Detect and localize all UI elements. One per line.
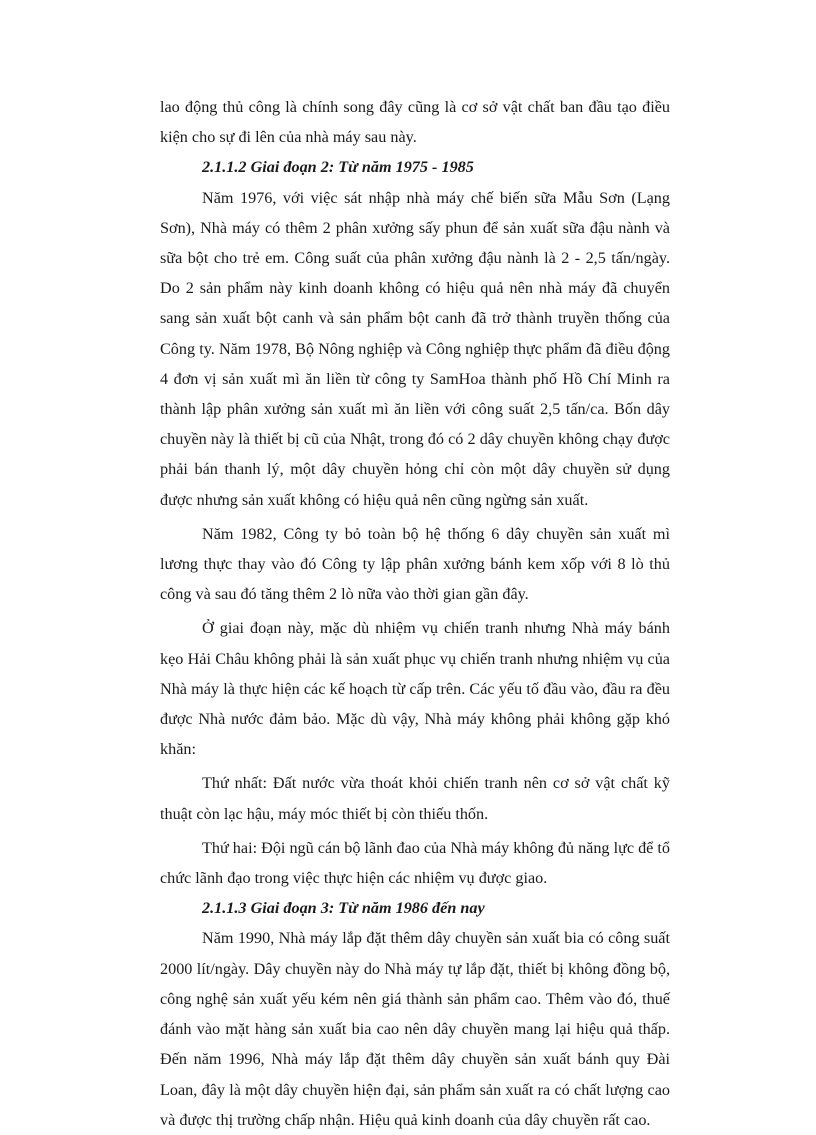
section-heading-2-1-1-3: 2.1.1.3 Giai đoạn 3: Từ năm 1986 đến nay: [202, 899, 485, 918]
paragraph-second-difficulty: Thứ hai: Đội ngũ cán bộ lãnh đao của Nhà máy không đủ năng lực để tổ chức lãnh đạo trong việc thực hiện các nhiệm vụ được giao.: [160, 838, 670, 888]
paragraph-1976: Năm 1976, với việc sát nhập nhà máy chế biến sữa Mẫu Sơn (Lạng Sơn), Nhà máy có thêm 2 phân xưởng sấy phun để sản xuất sữa đậu nành và sữa bột cho trẻ em. Công suất của phân xưởng đậu nành là 2 - 2,5 tấn/ngày. Do 2 sản phẩm này kinh doanh không có hiệu quả nên nhà máy đã chuyển sang sản xuất bột canh và sản phẩm bột canh đã trở thành truyền thống của Công ty. Năm 1978, Bộ Nông nghiệp và Công nghiệp thực phẩm đã điều động 4 đơn vị sản xuất mì ăn liền từ công ty SamHoa thành phố Hồ Chí Minh ra thành lập phân xưởng sản xuất mì ăn liền với công suất 2,5 tấn/ca. Bốn dây chuyền này là thiết bị cũ của Nhật, trong đó có 2 dây chuyền không chạy được phải bán thanh lý, một dây chuyền hỏng chỉ còn một dây chuyền sử dụng được nhưng sản xuất không có hiệu quả nên cũng ngừng sản xuất.: [160, 188, 670, 509]
section-heading-2-1-1-2: 2.1.1.2 Giai đoạn 2: Từ năm 1975 - 1985: [202, 158, 474, 177]
document-page: [160, 92, 670, 1135]
paragraph-continuation: lao động thủ công là chính song đây cũng là cơ sở vật chất ban đầu tạo điều kiện cho sự đi lên của nhà máy sau này.: [160, 98, 670, 147]
paragraph-stage-overview: Ở giai đoạn này, mặc dù nhiệm vụ chiến tranh nhưng Nhà máy bánh kẹo Hải Châu không phải là sản xuất phục vụ chiến tranh nhưng nhiệm vụ của Nhà máy là thực hiện các kế hoạch từ cấp trên. Các yếu tố đầu vào, đầu ra đều được Nhà nước đảm bảo. Mặc dù vậy, Nhà máy không phải không gặp khó khăn:: [160, 619, 670, 759]
paragraph-first-difficulty: Thứ nhất: Đất nước vừa thoát khỏi chiến tranh nên cơ sở vật chất kỹ thuật còn lạc hậu, máy móc thiết bị còn thiếu thốn.: [160, 774, 670, 823]
paragraph-1990: Năm 1990, Nhà máy lắp đặt thêm dây chuyền sản xuất bia có công suất 2000 lít/ngày. Dây chuyền này do Nhà máy tự lắp đặt, thiết bị không đồng bộ, công nghệ sản xuất yếu kém nên giá thành sản phẩm cao. Thêm vào đó, thuế đánh vào mặt hàng sản xuất bia cao nên dây chuyền mang lại hiệu quả thấp. Đến năm 1996, Nhà máy lắp đặt thêm dây chuyền sản xuất bánh quy Đài Loan, đây là một dây chuyền hiện đại, sản phẩm sản xuất ra có chất lượng cao và được thị trường chấp nhận. Hiệu quả kinh doanh của dây chuyền rất cao.: [160, 929, 670, 1129]
paragraph-1982: Năm 1982, Công ty bỏ toàn bộ hệ thống 6 dây chuyền sản xuất mì lương thực thay vào đó Công ty lập phân xưởng bánh kem xốp với 8 lò thủ công và sau đó tăng thêm 2 lò nữa vào thời gian gần đây.: [160, 524, 670, 604]
